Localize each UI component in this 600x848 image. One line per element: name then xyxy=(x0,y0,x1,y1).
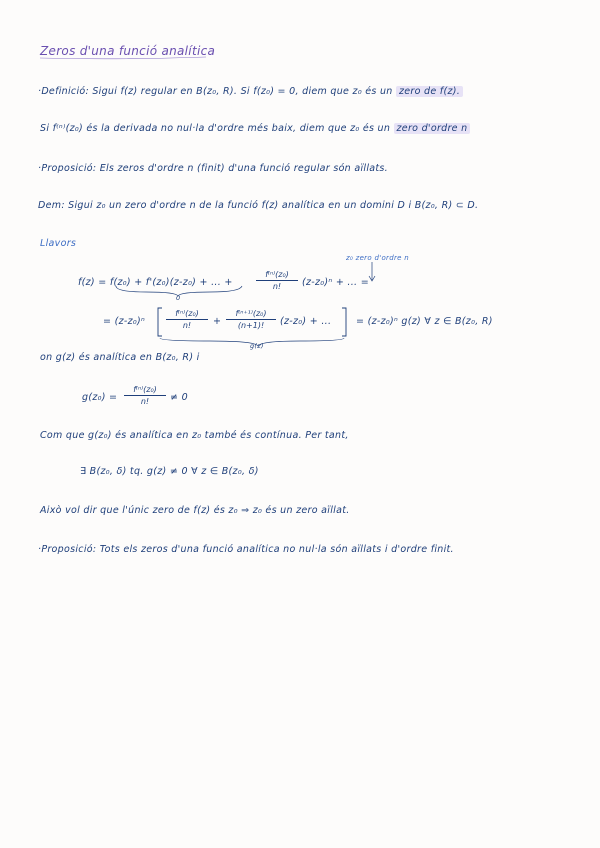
order-derivative: f⁽ⁿ⁾ xyxy=(52,123,66,134)
g-fraction-num: f⁽ⁿ⁾(z₀) xyxy=(133,385,157,394)
conclusion-line: Això vol dir que l'únic zero de f(z) és z₀ ⇒ z₀ és un zero aïllat. xyxy=(40,505,350,516)
brace-label-zero: 0 xyxy=(176,294,181,302)
proposition-2: ·Proposició: Tots els zeros d'una funció analítica no nul·la són aïllats i d'ordre finit. xyxy=(38,544,454,555)
title-underline xyxy=(40,57,206,59)
right-bracket xyxy=(342,308,346,336)
plus-sign: + xyxy=(213,316,222,327)
definition-term-highlight: zero de f(z). xyxy=(396,86,463,97)
llavors-label: Llavors xyxy=(40,238,77,249)
factorized-rest: (z-z₀) + ... xyxy=(280,316,332,327)
proposition-1: ·Proposició: Els zeros d'ordre n (finit) d'una funció regular són aïllats. xyxy=(38,163,388,174)
left-bracket xyxy=(158,308,162,336)
taylor-fraction-den: n! xyxy=(272,282,282,291)
brace-label-g: g(z) xyxy=(250,342,264,350)
taylor-expansion-lhs: f(z) = f(z₀) + f'(z₀)(z-z₀) + ... + xyxy=(78,277,233,288)
continuity-line: Com que g(z₀) és analítica en z₀ també és contínua. Per tant, xyxy=(40,430,349,441)
neighborhood-statement: ∃ B(z₀, δ) tq. g(z) ≠ 0 ∀ z ∈ B(z₀, δ) xyxy=(80,466,259,477)
taylor-expansion-rest: (z-z₀)ⁿ + ... = xyxy=(302,277,369,288)
fraction-2-num: f⁽ⁿ⁺¹⁾(z₀) xyxy=(235,309,267,318)
page-title: Zeros d'una funció analítica xyxy=(40,44,216,58)
zero-order-note: z₀ zero d'ordre n xyxy=(346,254,409,262)
order-term-highlight: zero d'ordre n xyxy=(394,123,471,134)
definition-fz: f(z) xyxy=(120,86,138,97)
definition-cond: f(z₀) = 0, diem que z₀ és un xyxy=(253,86,393,97)
factorized-lhs: = (z-z₀)ⁿ xyxy=(103,316,146,327)
order-mid: (z₀) és la derivada no nul·la d'ordre més baix, diem que z₀ és un xyxy=(65,123,391,134)
fraction-1-den: n! xyxy=(182,321,192,330)
taylor-fraction-num: f⁽ⁿ⁾(z₀) xyxy=(265,270,289,279)
g-at-z0-lhs: g(z₀) = xyxy=(82,392,118,403)
g-fraction-den: n! xyxy=(140,397,150,406)
definition-mid: regular en B(z₀, R). Si xyxy=(140,86,250,97)
g-analytic-line: on g(z) és analítica en B(z₀, R) i xyxy=(40,352,200,363)
factorized-rhs: = (z-z₀)ⁿ g(z) ∀ z ∈ B(z₀, R) xyxy=(356,316,493,327)
order-prefix: Si xyxy=(40,123,50,134)
g-at-z0-rhs: ≠ 0 xyxy=(170,392,188,403)
fraction-2-den: (n+1)! xyxy=(237,321,265,330)
demonstration-line: Dem: Sigui z₀ un zero d'ordre n de la funció f(z) analítica en un domini D i B(z₀, R) ⊂ D. xyxy=(38,200,479,211)
fraction-1-num: f⁽ⁿ⁾(z₀) xyxy=(175,309,199,318)
definition-prefix: ·Definició: Sigui xyxy=(38,86,118,97)
underbrace-zero xyxy=(116,286,242,296)
underbrace-g xyxy=(160,338,344,346)
